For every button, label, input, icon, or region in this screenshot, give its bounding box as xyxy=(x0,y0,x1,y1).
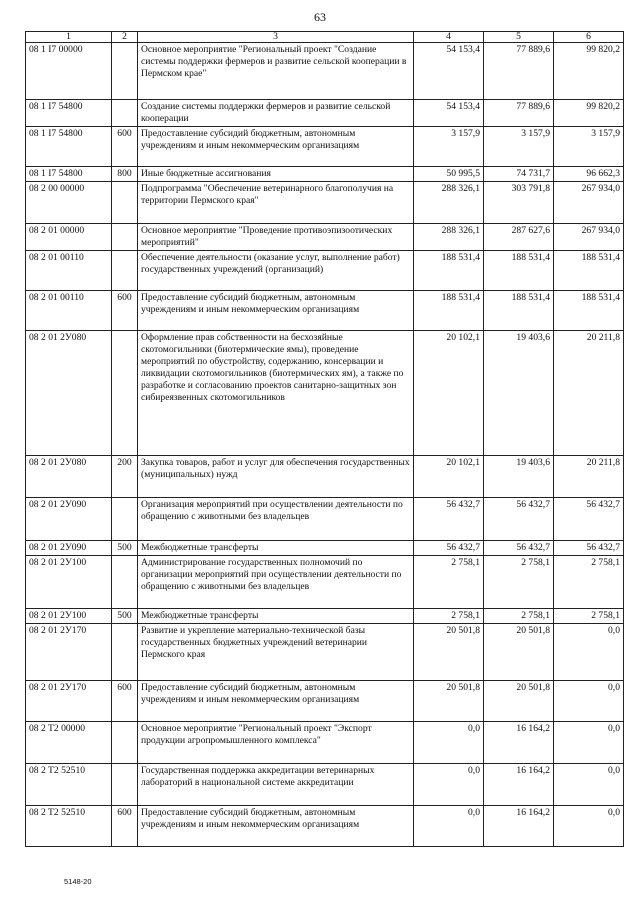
table-row xyxy=(26,456,624,498)
row-value-col4-cell: 54 153,4 xyxy=(414,100,484,127)
row-name-cell: Оформление прав собственности на бесхозяйные скотомогильники (биотермические ямы), проведение мероприятий по обустройству, содержанию, консервации и ликвидации скотомогильников (биотермических ям), а также по разработке и согласованию проектов санитарно-защитных зон сибиреязвенных скотомогильников xyxy=(138,331,414,456)
row-value-col6-cell: 96 662,3 xyxy=(554,167,624,182)
row-value-col4-cell: 20 501,8 xyxy=(414,681,484,722)
row-value-col5-cell: 19 403,6 xyxy=(484,456,554,498)
row-value-col4-cell: 188 531,4 xyxy=(414,291,484,331)
row-expense-type-cell: 800 xyxy=(112,167,138,182)
row-value-col6-cell: 0,0 xyxy=(554,624,624,681)
row-name-cell: Организация мероприятий при осуществлении деятельности по обращению с животными без владельцев xyxy=(138,498,414,541)
budget-table xyxy=(25,31,624,847)
row-name-cell: Подпрограмма "Обеспечение ветеринарного благополучия на территории Пермского края" xyxy=(138,182,414,224)
row-value-col5-cell: 2 758,1 xyxy=(484,556,554,609)
row-name-cell: Предоставление субсидий бюджетным, автономным учреждениям и иным некоммерческим организациям xyxy=(138,681,414,722)
table-row xyxy=(26,556,624,609)
row-value-col6-cell: 56 432,7 xyxy=(554,498,624,541)
row-value-col6-cell: 0,0 xyxy=(554,722,624,764)
row-value-col4-cell: 0,0 xyxy=(414,806,484,847)
table-header-row xyxy=(26,32,624,43)
row-name-cell: Основное мероприятие "Региональный проект "Экспорт продукции агропромышленного комплекса" xyxy=(138,722,414,764)
row-value-col6-cell: 267 934,0 xyxy=(554,224,624,251)
row-value-col4-cell: 3 157,9 xyxy=(414,127,484,167)
row-value-col5-cell: 287 627,6 xyxy=(484,224,554,251)
row-name-cell: Предоставление субсидий бюджетным, автономным учреждениям и иным некоммерческим организациям xyxy=(138,806,414,847)
row-value-col6-cell: 2 758,1 xyxy=(554,556,624,609)
header-cell: 1 xyxy=(26,32,112,43)
table-row xyxy=(26,624,624,681)
row-expense-type-cell: 500 xyxy=(112,609,138,624)
row-value-col4-cell: 2 758,1 xyxy=(414,609,484,624)
row-value-col4-cell: 50 995,5 xyxy=(414,167,484,182)
row-value-col5-cell: 19 403,6 xyxy=(484,331,554,456)
row-value-col5-cell: 188 531,4 xyxy=(484,251,554,291)
row-code-cell: 08 1 I7 00000 xyxy=(26,43,112,100)
row-code-cell: 08 2 01 00110 xyxy=(26,291,112,331)
row-value-col4-cell: 20 102,1 xyxy=(414,331,484,456)
row-code-cell: 08 2 01 2У170 xyxy=(26,624,112,681)
row-expense-type-cell: 200 xyxy=(112,456,138,498)
table-row xyxy=(26,182,624,224)
row-name-cell: Межбюджетные трансферты xyxy=(138,609,414,624)
header-cell: 4 xyxy=(414,32,484,43)
row-value-col5-cell: 77 889,6 xyxy=(484,43,554,100)
row-value-col5-cell: 20 501,8 xyxy=(484,624,554,681)
header-cell: 6 xyxy=(554,32,624,43)
header-cell: 5 xyxy=(484,32,554,43)
row-value-col5-cell: 56 432,7 xyxy=(484,498,554,541)
row-expense-type-cell xyxy=(112,251,138,291)
row-name-cell: Иные бюджетные ассигнования xyxy=(138,167,414,182)
page-number: 63 xyxy=(314,10,326,24)
row-code-cell: 08 1 I7 54800 xyxy=(26,127,112,167)
row-value-col5-cell: 74 731,7 xyxy=(484,167,554,182)
table-row xyxy=(26,609,624,624)
row-value-col5-cell: 77 889,6 xyxy=(484,100,554,127)
row-expense-type-cell xyxy=(112,331,138,456)
row-name-cell: Основное мероприятие "Региональный проект "Создание системы поддержки фермеров и развитие сельской кооперации в Пермском крае" xyxy=(138,43,414,100)
row-expense-type-cell xyxy=(112,224,138,251)
row-value-col6-cell: 0,0 xyxy=(554,806,624,847)
row-code-cell: 08 2 01 00000 xyxy=(26,224,112,251)
row-name-cell: Создание системы поддержки фермеров и развитие сельской кооперации xyxy=(138,100,414,127)
table-row xyxy=(26,764,624,806)
row-expense-type-cell xyxy=(112,722,138,764)
row-value-col4-cell: 2 758,1 xyxy=(414,556,484,609)
header-cell: 3 xyxy=(138,32,414,43)
row-value-col6-cell: 267 934,0 xyxy=(554,182,624,224)
row-value-col5-cell: 188 531,4 xyxy=(484,291,554,331)
row-expense-type-cell xyxy=(112,43,138,100)
row-expense-type-cell: 600 xyxy=(112,127,138,167)
table-row xyxy=(26,127,624,167)
row-value-col4-cell: 0,0 xyxy=(414,722,484,764)
row-code-cell: 08 2 01 2У170 xyxy=(26,681,112,722)
row-value-col4-cell: 56 432,7 xyxy=(414,541,484,556)
row-value-col5-cell: 303 791,8 xyxy=(484,182,554,224)
row-name-cell: Предоставление субсидий бюджетным, автономным учреждениям и иным некоммерческим организациям xyxy=(138,291,414,331)
row-code-cell: 08 2 01 2У100 xyxy=(26,609,112,624)
row-value-col6-cell: 20 211,8 xyxy=(554,456,624,498)
row-expense-type-cell xyxy=(112,556,138,609)
table-row xyxy=(26,498,624,541)
row-value-col5-cell: 2 758,1 xyxy=(484,609,554,624)
table-row xyxy=(26,541,624,556)
row-value-col5-cell: 20 501,8 xyxy=(484,681,554,722)
row-value-col5-cell: 16 164,2 xyxy=(484,764,554,806)
row-value-col4-cell: 288 326,1 xyxy=(414,224,484,251)
table-row xyxy=(26,681,624,722)
row-code-cell: 08 2 T2 00000 xyxy=(26,722,112,764)
row-value-col6-cell: 20 211,8 xyxy=(554,331,624,456)
row-value-col6-cell: 188 531,4 xyxy=(554,251,624,291)
row-expense-type-cell xyxy=(112,182,138,224)
row-code-cell: 08 1 I7 54800 xyxy=(26,100,112,127)
row-value-col4-cell: 20 102,1 xyxy=(414,456,484,498)
row-code-cell: 08 2 01 2У080 xyxy=(26,331,112,456)
row-code-cell: 08 2 01 00110 xyxy=(26,251,112,291)
table-row xyxy=(26,806,624,847)
row-value-col6-cell: 56 432,7 xyxy=(554,541,624,556)
table-row xyxy=(26,167,624,182)
row-code-cell: 08 2 01 2У080 xyxy=(26,456,112,498)
row-value-col4-cell: 288 326,1 xyxy=(414,182,484,224)
row-expense-type-cell: 600 xyxy=(112,291,138,331)
document-footer-code: 5148-20 xyxy=(64,877,92,886)
row-name-cell: Развитие и укрепление материально-технической базы государственных бюджетных учреждений ветеринарии Пермского края xyxy=(138,624,414,681)
row-value-col5-cell: 56 432,7 xyxy=(484,541,554,556)
row-value-col6-cell: 3 157,9 xyxy=(554,127,624,167)
table-row xyxy=(26,224,624,251)
row-expense-type-cell: 600 xyxy=(112,681,138,722)
row-value-col5-cell: 16 164,2 xyxy=(484,806,554,847)
row-value-col6-cell: 0,0 xyxy=(554,681,624,722)
row-value-col4-cell: 56 432,7 xyxy=(414,498,484,541)
row-name-cell: Администрирование государственных полномочий по организации мероприятий при осуществлении деятельности по обращению с животными без владельцев xyxy=(138,556,414,609)
row-code-cell: 08 2 00 00000 xyxy=(26,182,112,224)
row-name-cell: Предоставление субсидий бюджетным, автономным учреждениям и иным некоммерческим организациям xyxy=(138,127,414,167)
row-name-cell: Основное мероприятие "Проведение противоэпизоотических мероприятий" xyxy=(138,224,414,251)
header-cell: 2 xyxy=(112,32,138,43)
row-code-cell: 08 2 01 2У090 xyxy=(26,498,112,541)
row-expense-type-cell: 500 xyxy=(112,541,138,556)
row-expense-type-cell: 600 xyxy=(112,806,138,847)
row-value-col5-cell: 16 164,2 xyxy=(484,722,554,764)
row-value-col6-cell: 188 531,4 xyxy=(554,291,624,331)
row-expense-type-cell xyxy=(112,498,138,541)
row-code-cell: 08 2 T2 52510 xyxy=(26,806,112,847)
row-value-col5-cell: 3 157,9 xyxy=(484,127,554,167)
table-row xyxy=(26,100,624,127)
row-code-cell: 08 2 T2 52510 xyxy=(26,764,112,806)
table-row xyxy=(26,251,624,291)
row-code-cell: 08 1 I7 54800 xyxy=(26,167,112,182)
row-name-cell: Межбюджетные трансферты xyxy=(138,541,414,556)
table-row xyxy=(26,291,624,331)
row-value-col4-cell: 20 501,8 xyxy=(414,624,484,681)
row-value-col6-cell: 2 758,1 xyxy=(554,609,624,624)
row-expense-type-cell xyxy=(112,764,138,806)
row-code-cell: 08 2 01 2У100 xyxy=(26,556,112,609)
row-value-col6-cell: 99 820,2 xyxy=(554,100,624,127)
table-row xyxy=(26,331,624,456)
row-value-col6-cell: 0,0 xyxy=(554,764,624,806)
row-name-cell: Государственная поддержка аккредитации ветеринарных лабораторий в национальной системе аккредитации xyxy=(138,764,414,806)
row-expense-type-cell xyxy=(112,100,138,127)
row-value-col4-cell: 188 531,4 xyxy=(414,251,484,291)
row-name-cell: Обеспечение деятельности (оказание услуг, выполнение работ) государственных учреждений (организаций) xyxy=(138,251,414,291)
row-value-col6-cell: 99 820,2 xyxy=(554,43,624,100)
row-value-col4-cell: 54 153,4 xyxy=(414,43,484,100)
row-expense-type-cell xyxy=(112,624,138,681)
row-value-col4-cell: 0,0 xyxy=(414,764,484,806)
table-row xyxy=(26,43,624,100)
table-row xyxy=(26,722,624,764)
row-name-cell: Закупка товаров, работ и услуг для обеспечения государственных (муниципальных) нужд xyxy=(138,456,414,498)
row-code-cell: 08 2 01 2У090 xyxy=(26,541,112,556)
